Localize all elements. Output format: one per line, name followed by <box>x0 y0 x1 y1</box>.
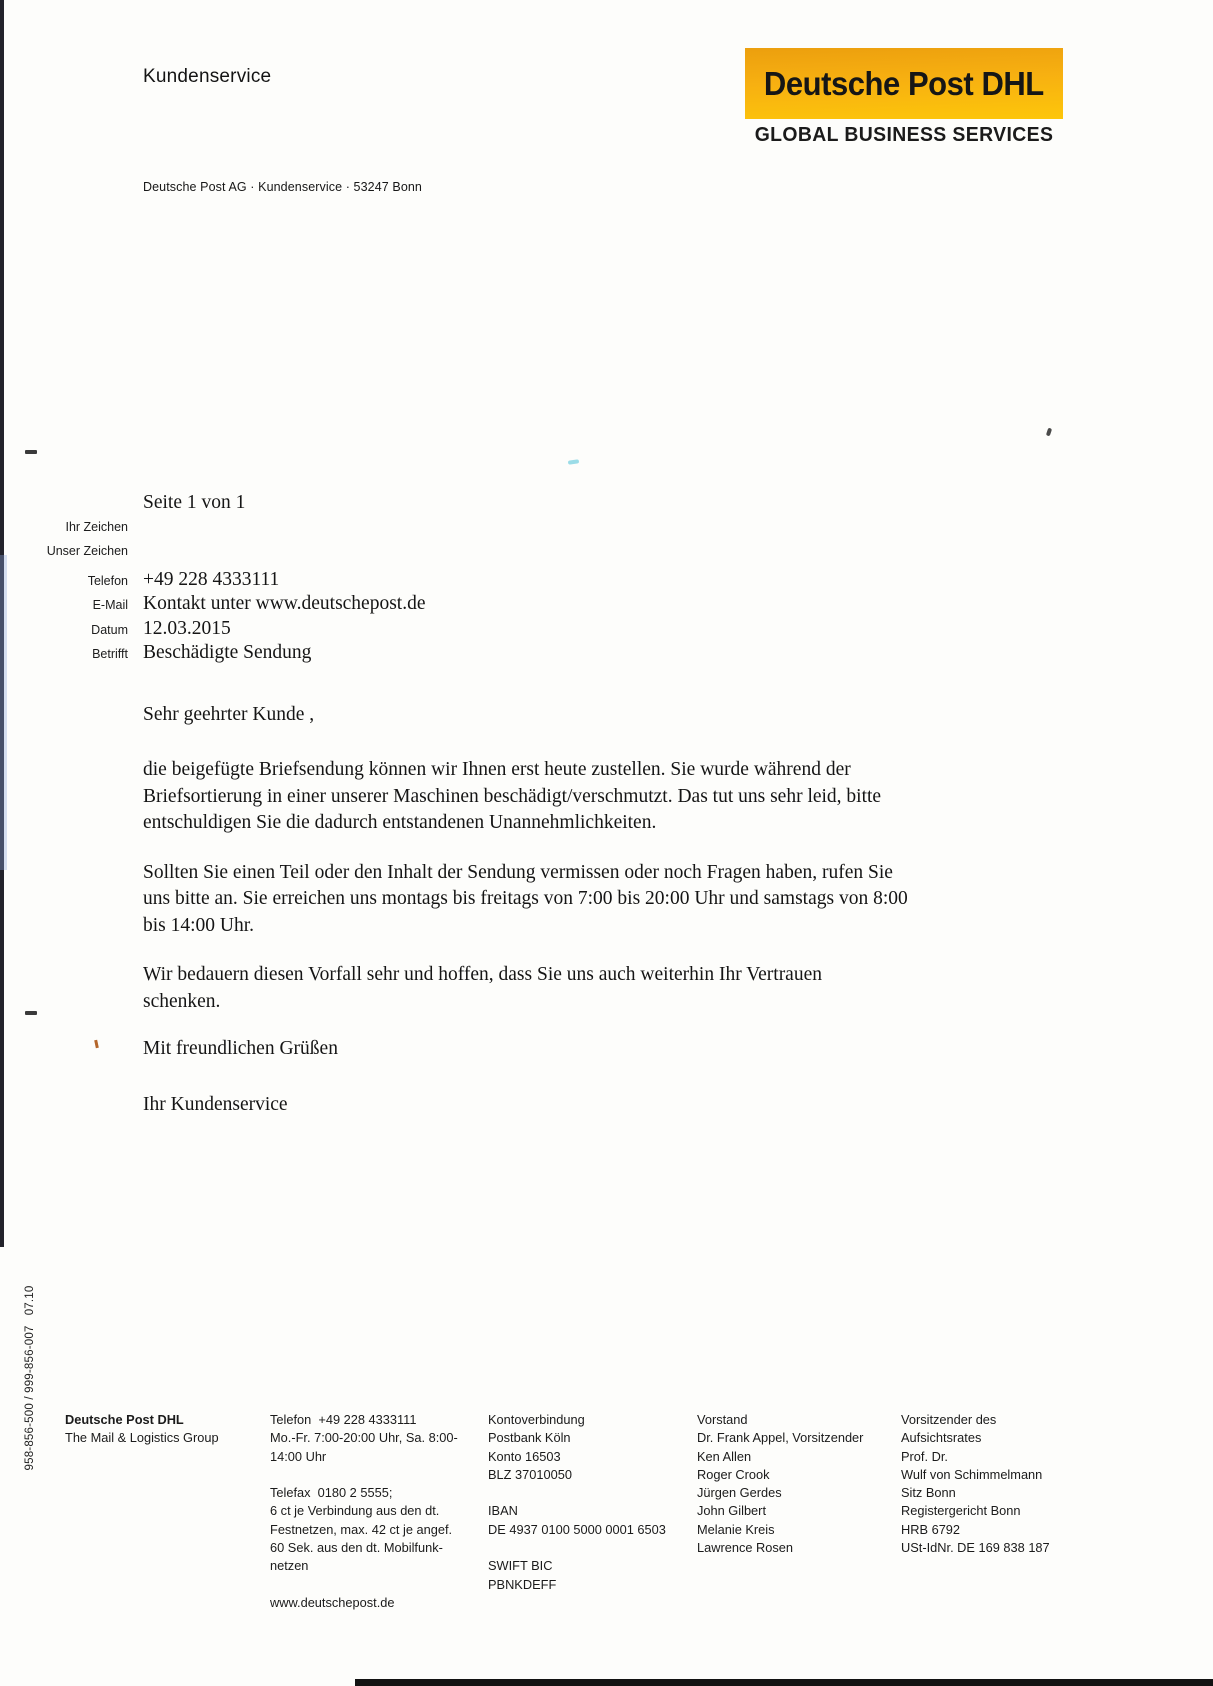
reference-label: Unser Zeichen <box>46 544 128 559</box>
footer-line: USt-IdNr. DE 169 838 187 <box>901 1540 1050 1556</box>
fold-mark-bottom <box>25 1011 37 1015</box>
logo-text: Deutsche Post DHL <box>764 64 1044 102</box>
footer-line <box>488 1484 666 1502</box>
body-paragraph <box>143 860 1073 940</box>
footer-line: Sitz Bonn <box>901 1485 956 1501</box>
footer-column <box>65 1411 219 1448</box>
form-number-vertical: 958-856-500 / 999-856-007 07.10 <box>24 1285 36 1471</box>
reference-block <box>0 520 640 666</box>
footer-line: SWIFT BIC <box>488 1558 553 1574</box>
body-line: schenken. <box>143 990 221 1012</box>
footer-line: Ken Allen <box>697 1448 752 1464</box>
return-address-line: Deutsche Post AG · Kundenservice · 53247 Bonn <box>143 180 422 194</box>
footer-line: DE 4937 0100 5000 0001 6503 <box>488 1521 666 1537</box>
footer-line: Wulf von Schimmelmann <box>901 1466 1043 1482</box>
body-paragraph <box>143 962 1073 1015</box>
scan-speck <box>94 1040 99 1048</box>
footer-line: 14:00 Uhr <box>270 1448 327 1464</box>
footer-line: Postbank Köln <box>488 1430 571 1446</box>
footer-line: Registergericht Bonn <box>901 1503 1021 1519</box>
page-number: Seite 1 von 1 <box>143 492 246 513</box>
closing-formula: Mit freundlichen Grüßen <box>143 1038 338 1059</box>
footer-line <box>270 1576 458 1594</box>
footer-line: Roger Crook <box>697 1466 770 1482</box>
footer-line: Konto 16503 <box>488 1448 561 1464</box>
body-paragraph <box>143 757 1073 837</box>
scan-edge-tint <box>0 555 7 870</box>
footer-line: Prof. Dr. <box>901 1448 948 1464</box>
reference-row <box>0 520 640 544</box>
reference-row <box>0 544 640 568</box>
footer-line: John Gilbert <box>697 1503 766 1519</box>
reference-row <box>0 642 640 666</box>
footer-line <box>488 1539 666 1557</box>
deutsche-post-dhl-logo <box>745 48 1063 119</box>
footer-line: Vorsitzender des <box>901 1412 997 1427</box>
body-line: Briefsortierung in einer unserer Maschinen beschädigt/verschmutzt. Das tut uns sehr leid, bitte <box>143 785 882 807</box>
footer-line: Dr. Frank Appel, Vorsitzender <box>697 1430 864 1446</box>
footer-line: Mo.-Fr. 7:00-20:00 Uhr, Sa. 8:00- <box>270 1430 458 1446</box>
footer-line: 60 Sek. aus den dt. Mobilfunk- <box>270 1540 443 1556</box>
reference-value: Kontakt unter www.deutschepost.de <box>143 593 426 615</box>
reference-value: +49 228 4333111 <box>143 568 280 590</box>
body-line: die beigefügte Briefsendung können wir Ihnen erst heute zustellen. Sie wurde während der <box>143 759 851 780</box>
footer-line: Melanie Kreis <box>697 1521 775 1537</box>
body-line: Wir bedauern diesen Vorfall sehr und hoffen, dass Sie uns auch weiterhin Ihr Vertrauen <box>143 964 822 985</box>
body-line: bis 14:00 Uhr. <box>143 914 255 936</box>
logo-subtitle: GLOBAL BUSINESS SERVICES <box>754 124 1054 146</box>
body-line: uns bitte an. Sie erreichen uns montags bis freitags von 7:00 bis 20:00 Uhr und samstags von 8:00 <box>143 888 908 909</box>
reference-row <box>0 618 640 642</box>
reference-label: Telefon <box>87 573 128 588</box>
reference-label: E-Mail <box>92 598 128 613</box>
fold-mark-top <box>25 450 37 454</box>
footer-line <box>270 1466 458 1484</box>
reference-value: Beschädigte Sendung <box>143 641 312 663</box>
footer-line: www.deutschepost.de <box>270 1594 395 1610</box>
footer-column <box>270 1411 458 1612</box>
footer-line: Aufsichtsrates <box>901 1430 982 1446</box>
reference-row <box>0 569 640 593</box>
letter-body <box>143 757 1073 1038</box>
scan-speck <box>1046 428 1052 437</box>
footer-line: 6 ct je Verbindung aus den dt. <box>270 1503 440 1519</box>
footer-line: PBNKDEFF <box>488 1576 557 1592</box>
department-label: Kundenservice <box>143 66 272 87</box>
footer-line: Festnetzen, max. 42 ct je angef. <box>270 1521 453 1537</box>
reference-label: Ihr Zeichen <box>65 520 128 534</box>
footer-line: Telefax 0180 2 5555; <box>270 1485 393 1501</box>
body-line: Sollten Sie einen Teil oder den Inhalt der Sendung vermissen oder noch Fragen haben, rufen Sie <box>143 861 893 883</box>
footer-line: BLZ 37010050 <box>488 1466 572 1482</box>
signature-line: Ihr Kundenservice <box>143 1094 288 1115</box>
footer-column <box>901 1411 1050 1557</box>
reference-value: 12.03.2015 <box>143 617 231 639</box>
footer-line: Jürgen Gerdes <box>697 1485 782 1501</box>
footer-line: Vorstand <box>697 1412 748 1427</box>
footer-column <box>697 1411 863 1557</box>
reference-row <box>0 593 640 617</box>
scan-edge-bottom <box>355 1679 1213 1686</box>
body-line: entschuldigen Sie die dadurch entstandenen Unannehmlichkeiten. <box>143 812 657 833</box>
footer-column <box>488 1411 666 1594</box>
salutation: Sehr geehrter Kunde , <box>143 704 315 725</box>
footer-line: netzen <box>270 1558 309 1574</box>
reference-label: Datum <box>91 622 128 637</box>
scan-speck <box>568 459 579 464</box>
footer-line: Deutsche Post DHL <box>65 1412 184 1427</box>
footer-line: Telefon +49 228 4333111 <box>270 1412 417 1427</box>
footer-line: The Mail & Logistics Group <box>65 1430 219 1446</box>
footer-line: Kontoverbindung <box>488 1412 585 1427</box>
reference-label: Betrifft <box>92 646 128 661</box>
footer-line: Lawrence Rosen <box>697 1540 794 1556</box>
footer-line: IBAN <box>488 1503 518 1519</box>
footer-line: HRB 6792 <box>901 1521 961 1537</box>
